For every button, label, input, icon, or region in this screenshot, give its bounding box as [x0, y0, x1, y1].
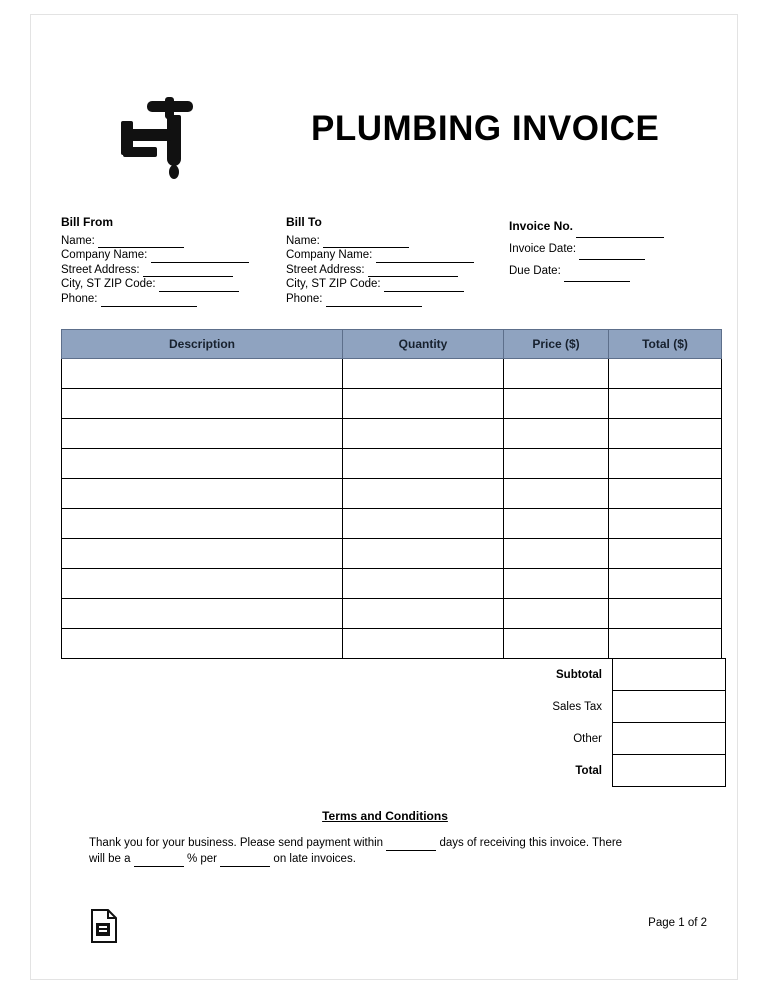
cell-price[interactable]: [504, 509, 609, 539]
invoice-header: [61, 75, 709, 195]
bill-from-phone-row: [61, 292, 291, 307]
column-header-price: Price ($): [504, 330, 609, 359]
cell-price[interactable]: [504, 419, 609, 449]
bill-from-city-row: [61, 277, 291, 292]
bill-from-city-input[interactable]: [159, 280, 239, 292]
page-title: PLUMBING INVOICE: [311, 109, 660, 148]
cell-total[interactable]: [609, 419, 722, 449]
cell-description[interactable]: [62, 389, 343, 419]
bill-from-company-row: [61, 248, 291, 263]
cell-quantity[interactable]: [343, 479, 504, 509]
invoice-sheet: [30, 14, 738, 980]
totals-row-total: [61, 755, 726, 787]
cell-quantity[interactable]: [343, 629, 504, 659]
subtotal-value[interactable]: [613, 659, 726, 691]
cell-quantity[interactable]: [343, 359, 504, 389]
table-row: [62, 539, 722, 569]
due-date-input[interactable]: [564, 270, 630, 282]
bill-from-street-label: Street Address:: [61, 263, 140, 276]
cell-price[interactable]: [504, 539, 609, 569]
terms-line2-part3: on late invoices.: [273, 853, 356, 865]
bill-to-phone-input[interactable]: [326, 295, 422, 307]
other-value[interactable]: [613, 723, 726, 755]
bill-to-street-input[interactable]: [368, 265, 458, 277]
bill-to-company-label: Company Name:: [286, 249, 373, 262]
cell-price[interactable]: [504, 359, 609, 389]
faucet-icon: [113, 93, 213, 181]
table-row: [62, 509, 722, 539]
bill-from-phone-input[interactable]: [101, 295, 197, 307]
totals-row-other: [61, 723, 726, 755]
terms-line2-part2: % per: [186, 853, 218, 865]
cell-description[interactable]: [62, 479, 343, 509]
cell-total[interactable]: [609, 509, 722, 539]
invoice-date-input[interactable]: [579, 248, 645, 260]
totals-spacer: [61, 755, 499, 787]
totals-spacer: [61, 691, 499, 723]
bill-to-city-label: City, ST ZIP Code:: [286, 278, 381, 291]
cell-quantity[interactable]: [343, 419, 504, 449]
cell-description[interactable]: [62, 569, 343, 599]
bill-from-heading: Bill From: [61, 215, 114, 229]
cell-price[interactable]: [504, 479, 609, 509]
invoice-meta-block: [509, 215, 719, 282]
table-row: [62, 479, 722, 509]
cell-description[interactable]: [62, 419, 343, 449]
bill-to-phone-label: Phone:: [286, 292, 323, 305]
terms-period-input[interactable]: [220, 855, 270, 867]
bill-to-street-label: Street Address:: [286, 263, 365, 276]
cell-description[interactable]: [62, 629, 343, 659]
items-table-header-row: [62, 330, 722, 359]
table-row: [62, 389, 722, 419]
cell-description[interactable]: [62, 359, 343, 389]
bill-to-block: [286, 215, 516, 307]
invoice-no-label: Invoice No.: [509, 219, 574, 233]
bill-from-name-row: [61, 234, 291, 249]
bill-from-block: [61, 215, 291, 307]
bill-from-company-input[interactable]: [151, 251, 249, 263]
cell-price[interactable]: [504, 599, 609, 629]
cell-description[interactable]: [62, 449, 343, 479]
bill-to-street-row: [286, 263, 516, 278]
cell-total[interactable]: [609, 599, 722, 629]
due-date-row: [509, 260, 719, 282]
table-row: [62, 599, 722, 629]
bill-to-city-input[interactable]: [384, 280, 464, 292]
cell-total[interactable]: [609, 479, 722, 509]
totals-row-subtotal: [61, 659, 726, 691]
cell-price[interactable]: [504, 569, 609, 599]
cell-description[interactable]: [62, 539, 343, 569]
due-date-label: Due Date:: [509, 265, 561, 277]
cell-total[interactable]: [609, 449, 722, 479]
other-label: Other: [573, 732, 602, 745]
cell-total[interactable]: [609, 539, 722, 569]
page-number: Page 1 of 2: [648, 917, 707, 929]
terms-rate-input[interactable]: [134, 855, 184, 867]
cell-total[interactable]: [609, 389, 722, 419]
column-header-quantity: Quantity: [343, 330, 504, 359]
table-row: [62, 629, 722, 659]
sales-tax-label: Sales Tax: [552, 700, 602, 713]
bill-to-city-row: [286, 277, 516, 292]
bill-to-name-label: Name:: [286, 234, 320, 247]
eforms-document-icon: [89, 909, 119, 943]
invoice-no-input[interactable]: [576, 226, 664, 238]
bill-to-company-row: [286, 248, 516, 263]
terms-line1-part2: days of receiving this invoice. There: [439, 837, 623, 849]
table-row: [62, 359, 722, 389]
cell-quantity[interactable]: [343, 599, 504, 629]
bill-from-street-row: [61, 263, 291, 278]
bill-from-name-input[interactable]: [98, 236, 184, 248]
cell-description[interactable]: [62, 509, 343, 539]
bill-to-phone-row: [286, 292, 516, 307]
cell-quantity[interactable]: [343, 449, 504, 479]
items-table: [61, 329, 722, 659]
terms-heading: Terms and Conditions: [322, 809, 448, 823]
bill-from-name-label: Name:: [61, 234, 95, 247]
bill-from-phone-label: Phone:: [61, 292, 98, 305]
table-row: [62, 419, 722, 449]
bill-to-name-row: [286, 234, 516, 249]
cell-quantity[interactable]: [343, 509, 504, 539]
cell-description[interactable]: [62, 599, 343, 629]
terms-line2-part1: will be a: [89, 853, 131, 865]
cell-quantity[interactable]: [343, 569, 504, 599]
terms-line1-part1: Thank you for your business. Please send payment within: [89, 837, 384, 849]
column-header-description: Description: [62, 330, 343, 359]
bill-to-name-input[interactable]: [323, 236, 409, 248]
subtotal-label: Subtotal: [556, 668, 602, 681]
cell-price[interactable]: [504, 629, 609, 659]
terms-days-input[interactable]: [386, 839, 436, 851]
bill-from-city-label: City, ST ZIP Code:: [61, 278, 156, 291]
invoice-date-label: Invoice Date:: [509, 243, 577, 255]
invoice-no-row: [509, 215, 719, 238]
sales-tax-value[interactable]: [613, 691, 726, 723]
table-row: [62, 449, 722, 479]
totals-spacer: [61, 659, 499, 691]
bill-to-heading: Bill To: [286, 215, 322, 229]
cell-total[interactable]: [609, 629, 722, 659]
terms-body: [89, 835, 689, 867]
cell-quantity[interactable]: [343, 389, 504, 419]
bill-from-street-input[interactable]: [143, 265, 233, 277]
cell-total[interactable]: [609, 569, 722, 599]
table-row: [62, 569, 722, 599]
bill-from-company-label: Company Name:: [61, 249, 148, 262]
cell-price[interactable]: [504, 449, 609, 479]
invoice-date-row: [509, 238, 719, 260]
total-value[interactable]: [613, 755, 726, 787]
totals-row-sales-tax: [61, 691, 726, 723]
totals-spacer: [61, 723, 499, 755]
totals-table: [61, 658, 726, 787]
cell-quantity[interactable]: [343, 539, 504, 569]
cell-price[interactable]: [504, 389, 609, 419]
total-label: Total: [575, 764, 602, 777]
cell-total[interactable]: [609, 359, 722, 389]
column-header-total: Total ($): [609, 330, 722, 359]
bill-to-company-input[interactable]: [376, 251, 474, 263]
